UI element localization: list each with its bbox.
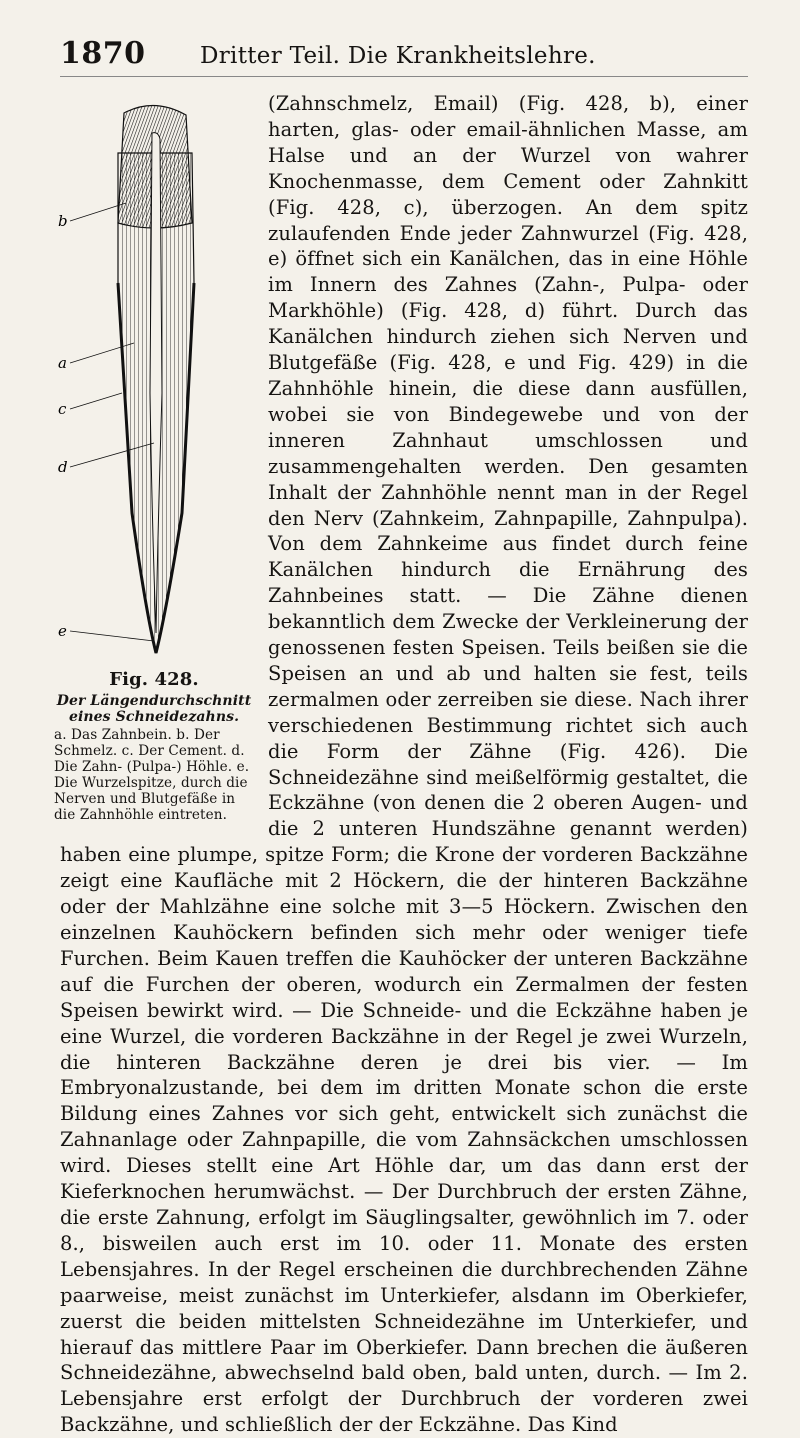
figure-label-b: b — [58, 212, 68, 230]
page-number: 1870 — [60, 36, 146, 71]
tooth-cross-section-illustration — [54, 93, 254, 663]
figure-title: Der Längendurchschnitt eines Schneidezahns. — [56, 692, 252, 725]
figure-legend: a. Das Zahnbein. b. Der Schmelz. c. Der Cement. d. Die Zahn- (Pulpa-) Höhle. e. Die Wurzelspitze, durch die Nerven und Blutgefäße in die Zahnhöhle eintreten. — [54, 726, 250, 823]
running-title: Dritter Teil. Die Krankheitslehre. — [200, 43, 596, 69]
main-paragraph: (Zahnschmelz, Email) (Fig. 428, b), einer harten, glas- oder email-ähnlichen Masse, am Halse und an der Wurzel von wahrer Knochenmasse, dem Cement oder Zahnkitt (Fig. 428, c), überzogen. An dem spitz zulaufenden Ende jeder Zahnwurzel (Fig. 428, e) öffnet sich ein Kanälchen, das in eine Höhle im Innern des Zahnes (Zahn-, Pulpa- oder Markhöhle) (Fig. 428, d) führt. Durch das Kanälchen hindurch ziehen sich Nerven und Blutgefäße (Fig. 428, e und Fig. 429) in die Zahnhöhle hinein, die diese dann ausfüllen, wobei sie von Bindegewebe und von der inneren Zahnhaut umschlossen und zusammengehalten werden. Den gesamten Inhalt der Zahnhöhle nennt man in der Regel den Nerv (Zahnkeim, Zahnpapille, Zahnpulpa). Von dem Zahnkeime aus findet durch feine Kanälchen hindurch die Ernährung des Zahnbeines statt. — Die Zähne dienen bekanntlich dem Zwecke der Verkleinerung der genossenen festen Speisen. Teils beißen sie die Speisen an und ab und halten sie fest, teils zermalmen oder zerreiben sie diese. Nach ihrer verschiedenen Bestimmung richtet sich auch die Form der Zähne (Fig. 426). Die Schneidezähne sind meißelförmig gestaltet, die Eckzähne (von denen die 2 oberen Augen- und die 2 unteren Hundszähne genannt werden) haben eine plumpe, spitze Form; die Krone der vorderen Backzähne zeigt eine Kaufläche mit 2 Höckern, die der hinteren Backzähne oder der Mahlzähne eine solche mit 3—5 Höckern. Zwischen den einzelnen Kauhöckern befinden sich mehr oder weniger tiefe Furchen. Beim Kauen treffen die Kauhöcker der unteren Backzähne auf die Furchen der oberen, wodurch ein Zermalmen der festen Speisen bewirkt wird. — Die Schneide- und die Eckzähne haben je eine Wurzel, die vorderen Backzähne in der Regel je zwei Wurzeln, die hinteren Backzähne deren je drei bis vier. — Im Embryonalzustande, bei dem im dritten Monate schon die erste Bildung eines Zahnes vor sich geht, entwickelt sich zunächst die Zahnanlage oder Zahnpapille, die vom Zahnsäckchen umschlossen wird. Dieses stellt eine Art Höhle dar, um das dann erst der Kieferknochen herumwächst. — Der Durchbruch der ersten Zähne, die erste Zahnung, erfolgt im Säuglingsalter, gewöhnlich im 7. oder 8., bisweilen auch erst im 10. oder 11. Monate des ersten Lebensjahres. In der Regel erscheinen die durchbrechenden Zähne paarweise, meist zunächst im Unterkiefer, alsdann im Oberkiefer, zuerst die beiden mittelsten Schneidezähne im Unterkiefer, und hierauf das mittlere Paar im Oberkiefer. Dann brechen die äußeren Schneidezähne, abwechselnd bald oben, bald unten, durch. — Im 2. Lebensjahre erst erfolgt der Durchbruch der vorderen zwei Backzähne, und schließlich der der Eckzähne. Das Kind — [60, 92, 748, 1437]
figure-label-a: a — [58, 354, 68, 372]
page-header — [60, 36, 748, 77]
figure-428 — [54, 93, 254, 823]
body-text — [54, 91, 748, 1438]
figure-label-c: c — [58, 400, 67, 418]
figure-label-d: d — [58, 458, 68, 476]
figure-number: Fig. 428. — [109, 669, 199, 690]
figure-label-e: e — [58, 622, 67, 640]
